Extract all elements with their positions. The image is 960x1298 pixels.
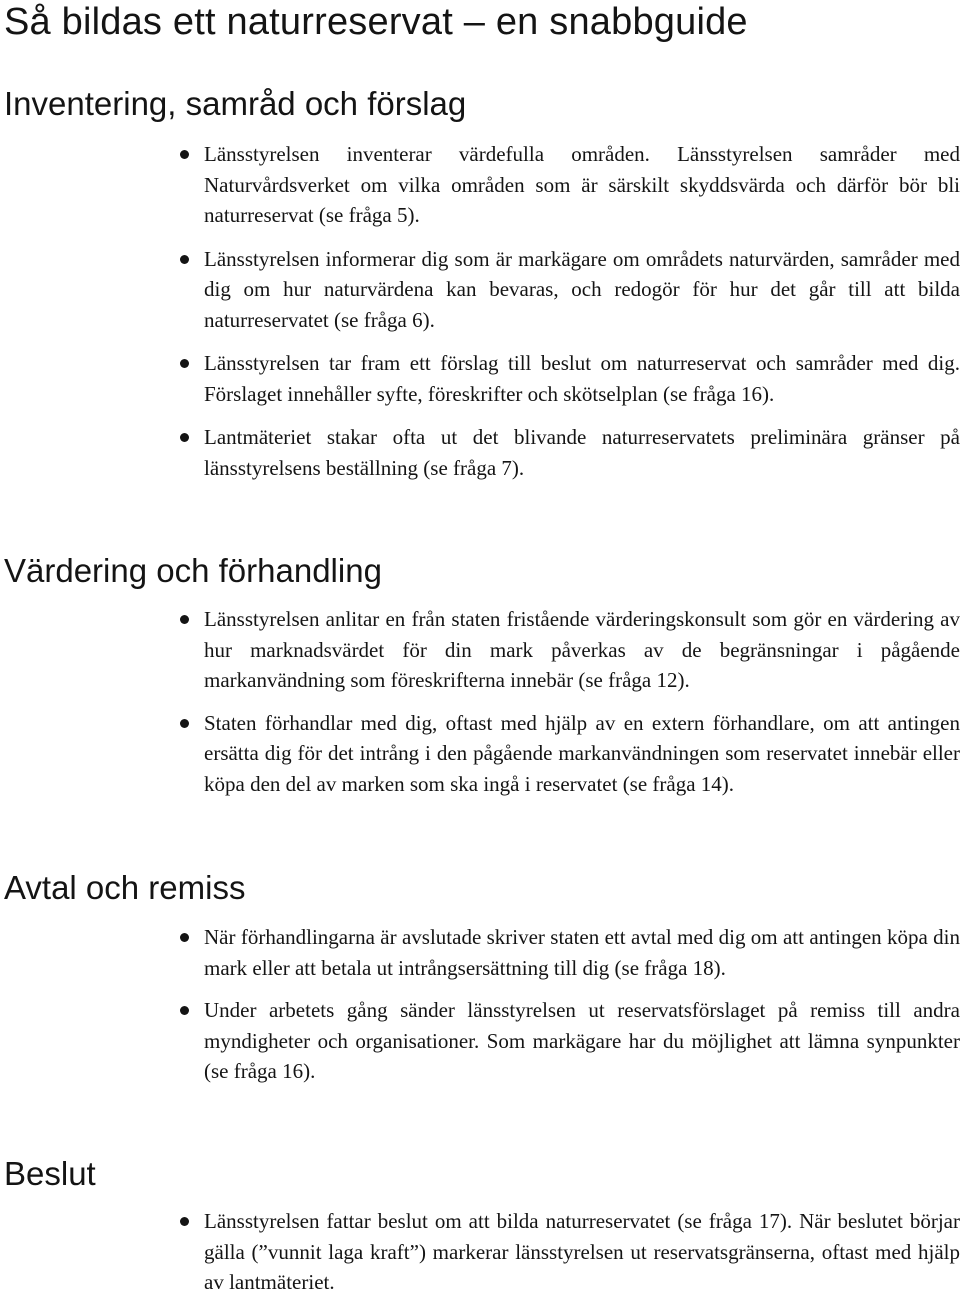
list-item: [178, 708, 960, 800]
bullet-icon: [180, 359, 189, 368]
list-item-text: Länsstyrelsen inventerar värdefulla områden. Länsstyrelsen samråder med Naturvårdsverket om vilka områden som är särskilt skyddsvärda och därför bör bli naturreservat (se fråga 5).: [204, 142, 960, 227]
bullet-icon: [180, 255, 189, 264]
list-item-text: Länsstyrelsen tar fram ett förslag till beslut om naturreservat och samråder med dig. Förslaget innehåller syfte, föreskrifter och skötselplan (se fråga 16).: [204, 351, 960, 406]
bullet-icon: [180, 150, 189, 159]
section-heading-avtal: Avtal och remiss: [4, 869, 246, 906]
list-item-text: Länsstyrelsen informerar dig som är markägare om områdets naturvärden, samråder med dig om hur naturvärdena kan bevaras, och redogör för hur det går till att bilda naturreservatet (se fråga 6).: [204, 246, 960, 332]
section-heading-vardering: Värdering och förhandling: [4, 552, 382, 589]
section-list-vardering: [178, 604, 960, 799]
list-item: [178, 139, 960, 231]
page-title: Så bildas ett naturreservat – en snabbguide: [4, 1, 748, 43]
list-item-text: Länsstyrelsen anlitar en från staten fristående värderingskonsult som gör en värdering av hur marknadsvärdet för din mark påverkas av de begränsningar i pågående markanvändning som föreskrifterna innebär (se fråga 12).: [204, 607, 960, 692]
bullet-icon: [180, 1006, 189, 1015]
list-item-text: När förhandlingarna är avslutade skriver staten ett avtal med dig om att antingen köpa din mark eller att betala ut intrångsersättning till dig (se fråga 18).: [204, 925, 960, 980]
bullet-icon: [180, 1217, 189, 1226]
bullet-icon: [180, 433, 189, 442]
bullet-icon: [180, 719, 189, 728]
section-list-avtal: [178, 922, 960, 1087]
list-item-text: Under arbetets gång sänder länsstyrelsen ut reservatsförslaget på remiss till andra myndigheter och organisationer. Som markägare har du möjlighet att lämna synpunkter (se fråga 16).: [204, 998, 960, 1083]
list-item: [178, 1206, 960, 1298]
list-item: [178, 922, 960, 983]
section-list-beslut: [178, 1206, 960, 1298]
list-item: [178, 995, 960, 1087]
list-item: [178, 604, 960, 696]
bullet-icon: [180, 615, 189, 624]
list-item: [178, 348, 960, 409]
list-item: [178, 422, 960, 483]
list-item: [178, 244, 960, 336]
section-heading-inventering: Inventering, samråd och förslag: [4, 85, 467, 122]
list-item-text: Staten förhandlar med dig, oftast med hjälp av en extern förhandlare, om att antingen ersätta dig för det intrång i den pågående markanvändningen som reservatet innebär eller köpa den del av marken som ska ingå i reservatet (se fråga 14).: [204, 710, 960, 796]
list-item-text: Lantmäteriet stakar ofta ut det blivande naturreservatets preliminära gränser på länsstyrelsens beställning (se fråga 7).: [204, 425, 960, 480]
section-list-inventering: [178, 139, 960, 483]
section-heading-beslut: Beslut: [4, 1155, 96, 1192]
bullet-icon: [180, 933, 189, 942]
list-item-text: Länsstyrelsen fattar beslut om att bilda naturreservatet (se fråga 17). När beslutet börjar gälla (”vunnit laga kraft”) markerar länsstyrelsen ut reservatsgränserna, oftast med hjälp av lantmäteriet.: [204, 1209, 960, 1294]
